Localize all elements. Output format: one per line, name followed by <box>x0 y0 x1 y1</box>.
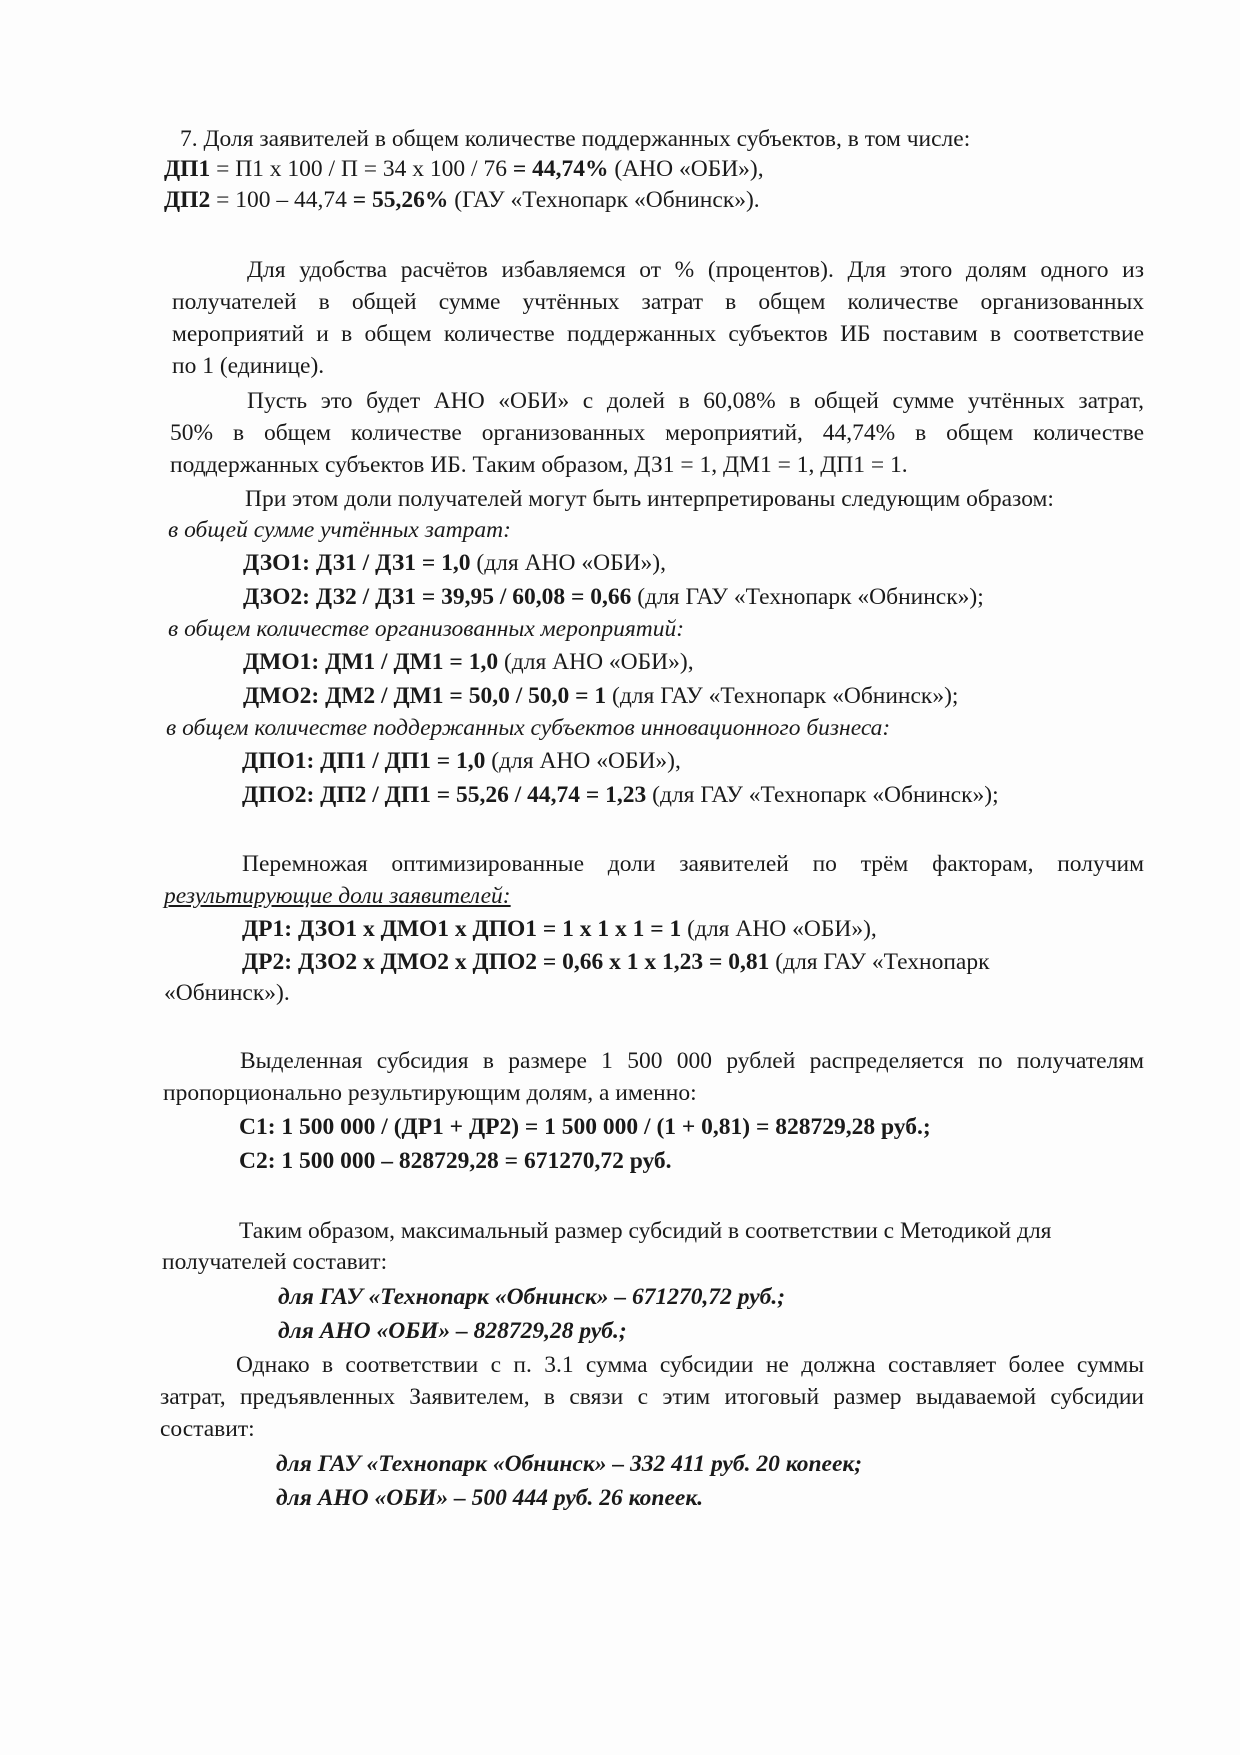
subjects-heading: в общем количестве поддержанных субъектов инновационного бизнеса: <box>166 715 891 741</box>
dmo1-formula: ДМО1: ДМ1 / ДМ1 = 1,0 <box>243 649 499 675</box>
dpo1-line <box>242 746 681 776</box>
dpo2-line <box>242 780 999 810</box>
conclusion-line-5: составит: <box>160 1416 255 1442</box>
intro-p3-line-1: При этом доли получателей могут быть интерпретированы следующим образом: <box>245 486 1054 512</box>
intro-p2-line-3: поддержанных субъектов ИБ. Таким образом, ДЗ1 = 1, ДМ1 = 1, ДП1 = 1. <box>170 452 908 478</box>
intro-p1-line-4: по 1 (единице). <box>172 353 325 379</box>
dpo1-formula: ДПО1: ДП1 / ДП1 = 1,0 <box>242 748 486 774</box>
result-line-2: результирующие доли заявителей: <box>164 883 511 909</box>
dp2-label: ДП2 <box>164 187 211 213</box>
section-7-heading: 7. Доля заявителей в общем количестве поддержанных субъектов, в том числе: <box>180 126 971 152</box>
max-subsidy-technopark: для ГАУ «Технопарк «Обнинск» – 671270,72 руб.; <box>278 1284 786 1310</box>
dpo2-formula: ДПО2: ДП2 / ДП1 = 55,26 / 44,74 = 1,23 <box>242 782 647 808</box>
dp1-line <box>164 154 764 184</box>
dp1-formula: = П1 х 100 / П = 34 х 100 / 76 <box>210 156 513 182</box>
dr1-line <box>242 914 877 944</box>
max-subsidy-obi: для АНО «ОБИ» – 828729,28 руб.; <box>278 1318 627 1344</box>
conclusion-line-3: Однако в соответствии с п. 3.1 сумма субсидии не должна составляет более суммы <box>236 1352 1144 1378</box>
final-subsidy-technopark: для ГАУ «Технопарк «Обнинск» – 332 411 руб. 20 копеек; <box>276 1451 863 1477</box>
conclusion-line-1: Таким образом, максимальный размер субсидий в соответствии с Методикой для <box>239 1218 1052 1244</box>
dmo2-tail: (для ГАУ «Технопарк «Обнинск»); <box>606 683 959 709</box>
costs-heading: в общей сумме учтённых затрат: <box>168 517 511 543</box>
dp1-label: ДП1 <box>164 156 211 182</box>
intro-p1-line-1: Для удобства расчётов избавляемся от % (процентов). Для этого долям одного из <box>247 257 1144 283</box>
dzo2-formula: ДЗО2: ДЗ2 / ДЗ1 = 39,95 / 60,08 = 0,66 <box>243 584 632 610</box>
dzo2-tail: (для ГАУ «Технопарк «Обнинск»); <box>631 584 984 610</box>
dr2-continuation: «Обнинск»). <box>164 980 290 1006</box>
conclusion-line-4: затрат, предъявленных Заявителем, в связи с этим итоговый размер выдаваемой субсидии <box>160 1384 1144 1410</box>
events-heading: в общем количестве организованных мероприятий: <box>168 616 685 642</box>
dmo1-line <box>243 647 694 677</box>
result-line-1: Перемножая оптимизированные доли заявителей по трём факторам, получим <box>242 851 1144 877</box>
dp1-result: = 44,74% <box>512 156 609 182</box>
subsidy-line-1: Выделенная субсидия в размере 1 500 000 рублей распределяется по получателям <box>240 1048 1144 1074</box>
dzo1-formula: ДЗО1: ДЗ1 / ДЗ1 = 1,0 <box>243 550 471 576</box>
intro-p2-line-2: 50% в общем количестве организованных мероприятий, 44,74% в общем количестве <box>170 420 1144 446</box>
dp2-tail: (ГАУ «Технопарк «Обнинск»). <box>448 187 760 213</box>
intro-p1-line-2: получателей в общей сумме учтённых затрат в общем количестве организованных <box>172 289 1144 315</box>
subsidy-line-2: пропорционально результирующим долям, а именно: <box>163 1080 697 1106</box>
dmo2-line <box>243 681 958 711</box>
dmo2-formula: ДМО2: ДМ2 / ДМ1 = 50,0 / 50,0 = 1 <box>243 683 607 709</box>
dpo2-tail: (для ГАУ «Технопарк «Обнинск»); <box>646 782 999 808</box>
dp2-result: = 55,26% <box>352 187 449 213</box>
conclusion-line-2: получателей составит: <box>162 1249 388 1275</box>
dp2-formula: = 100 – 44,74 <box>210 187 353 213</box>
final-subsidy-obi: для АНО «ОБИ» – 500 444 руб. 26 копеек. <box>276 1485 704 1511</box>
dzo1-tail: (для АНО «ОБИ»), <box>470 550 666 576</box>
dr2-line <box>242 947 990 977</box>
intro-p1-line-3: мероприятий и в общем количестве поддержанных субъектов ИБ поставим в соответствие <box>172 321 1144 347</box>
dr2-tail: (для ГАУ «Технопарк <box>769 949 990 975</box>
dp1-tail: (АНО «ОБИ»), <box>608 156 764 182</box>
dr1-tail: (для АНО «ОБИ»), <box>681 916 877 942</box>
dzo2-line <box>243 582 984 612</box>
subsidy-c2: С2: 1 500 000 – 828729,28 = 671270,72 руб. <box>239 1148 672 1174</box>
dpo1-tail: (для АНО «ОБИ»), <box>485 748 681 774</box>
intro-p2-line-1: Пусть это будет АНО «ОБИ» с долей в 60,08% в общей сумме учтённых затрат, <box>247 388 1144 414</box>
dr2-formula: ДР2: ДЗО2 х ДМО2 х ДПО2 = 0,66 х 1 х 1,23 = 0,81 <box>242 949 770 975</box>
dr1-formula: ДР1: ДЗО1 х ДМО1 х ДПО1 = 1 х 1 х 1 = 1 <box>242 916 682 942</box>
dzo1-line <box>243 548 666 578</box>
dp2-line <box>164 185 760 215</box>
dmo1-tail: (для АНО «ОБИ»), <box>498 649 694 675</box>
subsidy-c1: С1: 1 500 000 / (ДР1 + ДР2) = 1 500 000 / (1 + 0,81) = 828729,28 руб.; <box>239 1114 931 1140</box>
